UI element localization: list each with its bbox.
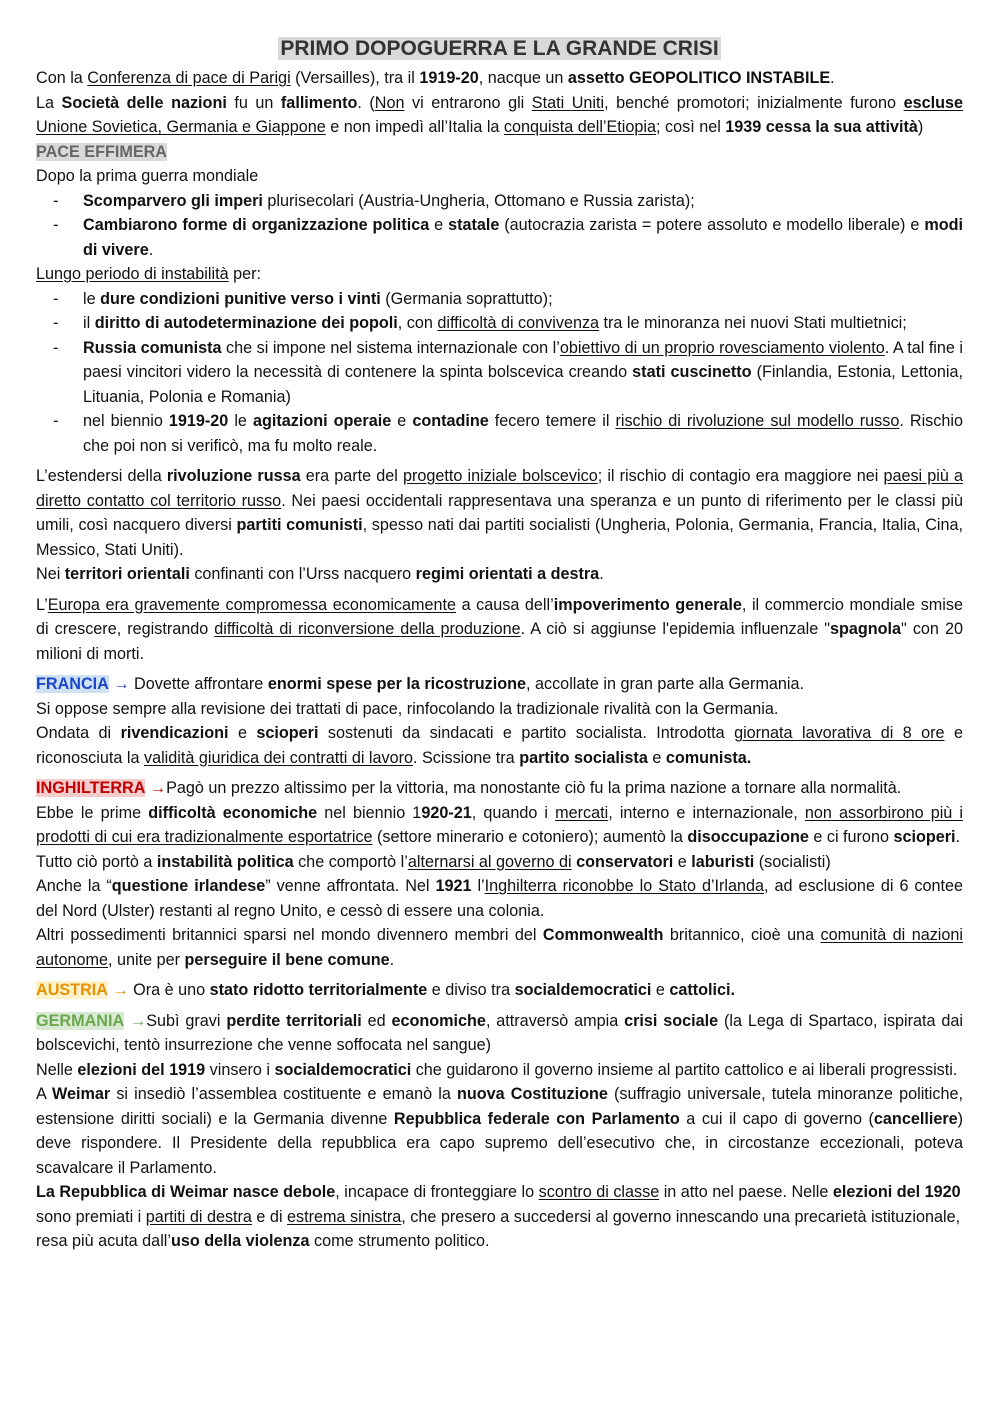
section-francia: FRANCIA → Dovette affrontare enormi spese per la ricostruzione, accollate in gran parte alla Germania. Si oppose sempre alla revisione dei trattati di pace, rinfocolando la tradizionale rivalità con la Germania. Ondata di rivendicazioni e scioperi sostenuti da sindacati e partito socialista. Introdotta giornata lavorativa di 8 ore e riconosciuta la validità giuridica dei contratti di lavoro. Scissione tra partito socialista e comunista.	[36, 675, 963, 767]
societa-nazioni-paragraph: La Società delle nazioni fu un fallimento. (Non vi entrarono gli Stati Uniti, benché promotori; inizialmente furono escluse Unione Sovietica, Germania e Giappone e non impedì all’Italia la conquista dell’Etiopia; così nel 1939 cessa la sua attività)	[36, 93, 963, 136]
label-austria: AUSTRIA	[36, 981, 108, 999]
label-francia: FRANCIA	[36, 675, 109, 693]
section-austria: AUSTRIA → Ora è uno stato ridotto territorialmente e diviso tra socialdemocratici e cattolici.	[36, 981, 736, 999]
list-item: - il diritto di autodeterminazione dei popoli, con difficoltà di convivenza tra le minoranza nei nuovi Stati multietnici;	[53, 314, 907, 332]
document-page	[36, 34, 963, 1254]
dopoguerra-list	[36, 189, 963, 263]
list-item: - le dure condizioni punitive verso i vinti (Germania soprattutto);	[53, 289, 553, 308]
page-title: PRIMO DOPOGUERRA E LA GRANDE CRISI	[280, 37, 719, 60]
europa-economia-paragraph: L’Europa era gravemente compromessa economicamente a causa dell’impoverimento generale, il commercio mondiale smise di crescere, registrando difficoltà di riconversione della produzione. A ciò si aggiunse l'epidemia influenzale "spagnola" con 20 milioni di morti.	[36, 595, 963, 663]
list-item: - Scomparvero gli imperi plurisecolari (Austria-Ungheria, Ottomano e Russia zarista);	[53, 191, 695, 210]
territori-orientali-paragraph: Nei territori orientali confinanti con l’Urss nacquero regimi orientati a destra.	[36, 565, 604, 583]
list-item: - nel biennio 1919-20 le agitazioni operaie e contadine fecero temere il rischio di rivoluzione sul modello russo. Rischio che poi non si verificò, ma fu molto reale.	[53, 412, 963, 455]
intro-paragraph: Con la Conferenza di pace di Parigi (Versailles), tra il 1919-20, nacque un assetto GEOPOLITICO INSTABILE.	[36, 69, 835, 87]
instabilita-intro: Lungo periodo di instabilità per:	[36, 265, 261, 283]
rivoluzione-russa-paragraph: L’estendersi della rivoluzione russa era parte del progetto iniziale bolscevico; il rischio di contagio era maggiore nei paesi più a diretto contatto col territorio russo. Nei paesi occidentali rappresentava una speranza e un punto di riferimento per le classi più umili, così nacquero diversi partiti comunisti, spesso nati dai partiti socialisti (Ungheria, Polonia, Germania, Francia, Italia, Cina, Messico, Stati Uniti).	[36, 467, 963, 559]
arrow-icon: →	[108, 675, 135, 693]
label-inghilterra: INGHILTERRA	[36, 779, 146, 797]
label-germania: GERMANIA	[36, 1011, 125, 1030]
arrow-icon: →	[107, 981, 134, 999]
arrow-icon: →	[124, 1011, 147, 1030]
section-germania: GERMANIA →Subì gravi perdite territoriali ed economiche, attraversò ampia crisi sociale (la Lega di Spartaco, ispirata dai bolscevichi, tentò insurrezione che venne soffocata nel sangue) Nelle elezioni del 1919 vinsero i socialdemocratici che guidarono il governo insieme al partito cattolico e ai liberali progressisti. A Weimar si insediò l’assemblea costituente e emanò la nuova Costituzione (suffragio universale, tutela minoranze politiche, estensione diritti sociali) e la Germania divenne Repubblica federale con Parlamento a cui il capo di governo (cancelliere) deve rispondere. Il Presidente della repubblica era capo supremo dell’esecutivo che, in circostanze eccezionali, poteva scavalcare il Parlamento. La Repubblica di Weimar nasce debole, incapace di fronteggiare lo scontro di classe in atto nel paese. Nelle elezioni del 1920 sono premiati i partiti di destra e di estrema sinistra, che presero a succedersi al governo innescando una precarietà istituzionale, resa più acuta dall’uso della violenza come strumento politico.	[36, 1011, 964, 1250]
section-inghilterra: INGHILTERRA →Pagò un prezzo altissimo per la vittoria, ma nonostante ciò fu la prima nazione a tornare alla normalità. Ebbe le prime difficoltà economiche nel biennio 1920-21, quando i mercati, interno e internazionale, non assorbirono più i prodotti di cui era tradizionalmente esportatrice (settore minerario e cotoniero); aumentò la disoccupazione e ci furono scioperi. Tutto ciò portò a instabilità politica che comportò l’alternarsi al governo di conservatori e laburisti (socialisti) Anche la “questione irlandese” venne affrontata. Nel 1921 l’Inghilterra riconobbe lo Stato d’Irlanda, ad esclusione di 6 contee del Nord (Ulster) restanti al regno Unito, e cessò di essere una colonia. Altri possedimenti britannici sparsi nel mondo divennero membri del Commonwealth britannico, cioè una comunità di nazioni autonome, unite per perseguire il bene comune.	[36, 779, 964, 969]
dopoguerra-intro: Dopo la prima guerra mondiale	[36, 167, 259, 185]
list-item: - Russia comunista che si impone nel sistema internazionale con l’obiettivo di un proprio rovesciamento violento. A tal fine i paesi vincitori videro la necessità di contenere la spinta bolscevica creando stati cuscinetto (Finlandia, Estonia, Lettonia, Lituania, Polonia e Romania)	[53, 338, 964, 406]
list-item: - Cambiarono forme di organizzazione politica e statale (autocrazia zarista = potere assoluto e modello liberale) e modi di vivere.	[53, 216, 963, 259]
section-heading-pace-effimera: PACE EFFIMERA	[36, 142, 168, 161]
arrow-icon: →	[145, 779, 167, 797]
instabilita-list	[36, 287, 963, 459]
